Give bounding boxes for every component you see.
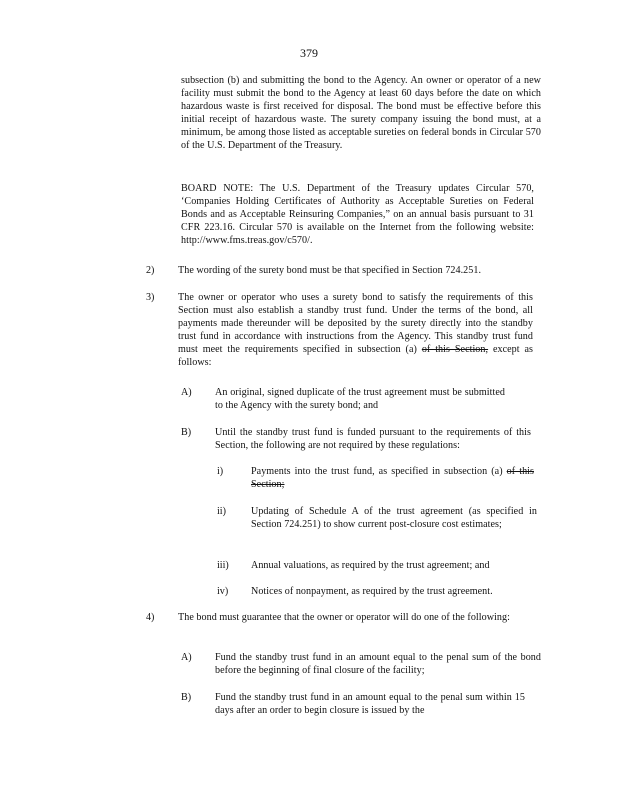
item-4-text: The bond must guarantee that the owner or operator will do one of the following: — [178, 612, 510, 623]
item-3A-number: A) — [181, 387, 192, 398]
intro-paragraph: subsection (b) and submitting the bond to the Agency. An owner or operator of a new facility must submit the bond to the Agency at least 60 days before the date on which hazardous waste is first received for disposal. The bond must be effective before this initial receipt of hazardous waste. The surety company issuing the bond must, at a minimum, be among those listed as acceptable sureties on federal bonds in Circular 570 of the U.S. Department of the Treasury. — [181, 75, 541, 152]
item-2-number: 2) — [146, 265, 155, 276]
item-3-text: The owner or operator who uses a surety bond to satisfy the requirements of this Section must also establish a standby trust fund. Under the terms of the bond, all payments made thereunder will be deposited by the surety directly into the standby trust fund in accordance with instructions from the Agency. This standby trust fund must meet the requirements specified in subsection (a) — [178, 292, 533, 356]
item-3Bi-paragraph — [251, 465, 534, 491]
item-4A-number: A) — [181, 652, 192, 663]
item-3Bi-number: i) — [217, 466, 224, 477]
item-3Biv-number: iv) — [217, 586, 229, 597]
item-3-number: 3) — [146, 292, 155, 303]
item-3Biii-number: iii) — [217, 560, 229, 571]
item-3Biii-text: Annual valuations, as required by the trust agreement; and — [251, 560, 490, 571]
item-4B-number: B) — [181, 692, 192, 703]
item-3-tail-text: except as follows: — [178, 344, 533, 369]
page-number: 379 — [300, 46, 318, 60]
item-3-paragraph — [178, 291, 533, 370]
item-3Bi-struck-text: of this Section; — [251, 466, 534, 491]
board-note-paragraph: BOARD NOTE: The U.S. Department of the Treasury updates Circular 570, ‘Companies Holding Certificates of Authority as Acceptable Sureties on Federal Bonds and as Acceptable Reinsuring Companies,” on an annual basis pursuant to 31 CFR 223.16. Circular 570 is available on the Internet from the following website: http://www.fms.treas.gov/c570/. — [181, 183, 534, 247]
item-3B-number: B) — [181, 427, 192, 438]
item-3Biv-text: Notices of nonpayment, as required by the trust agreement. — [251, 586, 493, 597]
item-4B-text: Fund the standby trust fund in an amount equal to the penal sum within 15 days after an order to begin closure is issued by the — [215, 692, 525, 717]
item-3Bii-text: Updating of Schedule A of the trust agreement (as specified in Section 724.251) to show current post-closure cost estimates; — [251, 506, 537, 531]
item-3Bi-text: Payments into the trust fund, as specified in subsection (a) — [251, 466, 503, 477]
item-3A-text: An original, signed duplicate of the trust agreement must be submitted to the Agency with the surety bond; and — [215, 387, 505, 412]
item-4-number: 4) — [146, 612, 155, 623]
item-4A-text: Fund the standby trust fund in an amount equal to the penal sum of the bond before the beginning of final closure of the facility; — [215, 652, 541, 677]
item-3B-text: Until the standby trust fund is funded pursuant to the requirements of this Section, the following are not required by these regulations: — [215, 427, 531, 452]
item-3Bii-number: ii) — [217, 506, 226, 517]
item-3-struck-text: of this Section, — [421, 344, 489, 356]
item-2-text: The wording of the surety bond must be that specified in Section 724.251. — [178, 265, 482, 276]
